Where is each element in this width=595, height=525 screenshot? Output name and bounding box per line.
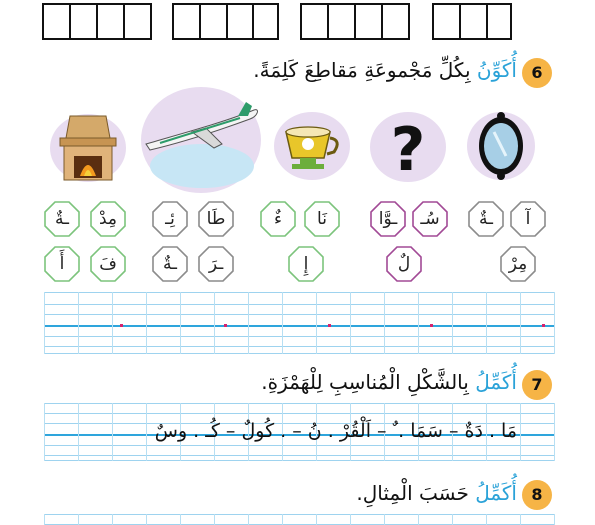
syllable-text: ءٌ xyxy=(274,209,282,229)
syllable-tile xyxy=(90,201,126,237)
answer-boxes-4[interactable] xyxy=(432,3,512,40)
answer-boxes-1[interactable] xyxy=(42,3,152,40)
fireplace-icon xyxy=(48,112,128,184)
guide-column xyxy=(112,403,113,461)
syllable-tile xyxy=(510,201,546,237)
writing-lines-8[interactable] xyxy=(44,514,554,525)
completion-line: مَا . دَةٌ – سَمَا . ٌ – اَلْقُرْ . نُ – . كُولٌ – كُـ . وسٌ xyxy=(154,420,517,442)
syllable-text: ـرَ xyxy=(208,254,224,274)
syllable-tile xyxy=(44,201,80,237)
syllable-tile xyxy=(152,201,188,237)
instruction-text: بِالشَّكْلِ الْمُناسِبِ لِلْهَمْزَةِ. xyxy=(261,370,469,394)
guide-column xyxy=(78,403,79,461)
syllable-tile xyxy=(260,201,296,237)
guide-column xyxy=(486,514,487,525)
instruction-text: حَسَبَ الْمِثالِ. xyxy=(356,481,469,505)
guide-column xyxy=(282,292,283,354)
syllable-tile xyxy=(386,246,422,282)
syllable-tile xyxy=(152,246,188,282)
guide-dot xyxy=(224,324,227,327)
guide-column xyxy=(180,292,181,354)
guide-column xyxy=(418,292,419,354)
instruction-verb: أُكَوِّنُ xyxy=(476,58,517,82)
syllable-tile xyxy=(288,246,324,282)
guide-column xyxy=(554,403,555,461)
guide-column xyxy=(316,292,317,354)
mirror-icon xyxy=(466,110,536,182)
guide-dot xyxy=(430,324,433,327)
guide-column xyxy=(520,514,521,525)
syllable-tile xyxy=(370,201,406,237)
instruction-verb: أُكَمِّلُ xyxy=(475,481,517,505)
guide-column xyxy=(44,514,45,525)
guide-dot xyxy=(328,324,331,327)
guide-column xyxy=(520,292,521,354)
guide-column xyxy=(350,292,351,354)
guide-column xyxy=(418,514,419,525)
guide-line xyxy=(44,292,554,293)
answer-boxes-3[interactable] xyxy=(300,3,410,40)
guide-column xyxy=(180,514,181,525)
syllable-tile xyxy=(304,201,340,237)
syllable-tile xyxy=(44,246,80,282)
guide-column xyxy=(350,514,351,525)
syllable-text: سُـ xyxy=(420,209,440,229)
guide-line xyxy=(44,403,554,404)
guide-column xyxy=(146,292,147,354)
guide-column xyxy=(146,514,147,525)
guide-column xyxy=(384,292,385,354)
syllable-text: مِدْ xyxy=(98,209,118,229)
exercise-number-badge: 6 xyxy=(522,58,552,88)
syllable-text: فَ xyxy=(99,254,117,274)
guide-column xyxy=(78,292,79,354)
syllable-tile xyxy=(198,201,234,237)
guide-column xyxy=(112,514,113,525)
cup-icon xyxy=(272,110,352,182)
syllable-text: لٌ xyxy=(397,254,411,274)
guide-column xyxy=(316,514,317,525)
guide-column xyxy=(248,514,249,525)
instruction-verb: أُكَمِّلُ xyxy=(475,370,517,394)
guide-column xyxy=(78,514,79,525)
guide-column xyxy=(486,292,487,354)
guide-column xyxy=(248,292,249,354)
syllable-tile xyxy=(500,246,536,282)
syllable-text: ـةٌ xyxy=(478,209,494,229)
exercise-number-badge: 8 xyxy=(522,480,552,510)
airplane-icon xyxy=(140,86,262,194)
syllable-text: مِرْ xyxy=(508,254,528,274)
guide-column xyxy=(554,292,555,354)
guide-column xyxy=(554,514,555,525)
guide-line xyxy=(44,413,554,414)
syllable-text: ـةٌ xyxy=(54,209,70,229)
writing-lines-6[interactable] xyxy=(44,292,554,354)
answer-boxes-2[interactable] xyxy=(172,3,279,40)
syllable-tile xyxy=(468,201,504,237)
guide-line xyxy=(44,314,554,315)
syllable-text: ـةٌ xyxy=(162,254,178,274)
guide-line xyxy=(44,353,554,354)
syllable-text: إِ xyxy=(303,254,309,274)
syllable-tile xyxy=(198,246,234,282)
guide-column xyxy=(146,403,147,461)
guide-column xyxy=(112,292,113,354)
exercise-instruction xyxy=(253,58,517,82)
exercise-instruction xyxy=(356,481,517,505)
guide-column xyxy=(214,292,215,354)
guide-line xyxy=(44,455,554,456)
question-mark-icon xyxy=(368,110,448,184)
guide-line xyxy=(44,304,554,305)
guide-line xyxy=(44,346,554,347)
syllable-text: طَا xyxy=(206,209,226,229)
guide-line xyxy=(44,460,554,461)
guide-column xyxy=(214,514,215,525)
syllable-text: ئِـ xyxy=(165,209,175,229)
syllable-tile xyxy=(90,246,126,282)
guide-column xyxy=(452,292,453,354)
guide-column xyxy=(44,403,45,461)
syllable-text: أَ xyxy=(59,254,65,274)
guide-dot xyxy=(120,324,123,327)
exercise-instruction xyxy=(261,370,517,394)
instruction-text: بِكُلِّ مَجْموعَةِ مَقاطِعَ كَلِمَةً. xyxy=(253,58,471,82)
syllable-text: ـوَّا xyxy=(378,209,398,229)
guide-dot xyxy=(542,324,545,327)
guide-line xyxy=(44,336,554,337)
guide-column xyxy=(44,292,45,354)
guide-column xyxy=(384,514,385,525)
syllable-text: نَا xyxy=(317,209,327,229)
guide-column xyxy=(282,514,283,525)
guide-column xyxy=(452,514,453,525)
guide-line xyxy=(44,514,554,515)
syllable-tile xyxy=(412,201,448,237)
guide-column xyxy=(520,403,521,461)
svg-text:?: ? xyxy=(390,115,426,184)
guide-line xyxy=(44,445,554,446)
syllable-text: آ xyxy=(525,209,531,229)
exercise-number-badge: 7 xyxy=(522,370,552,400)
